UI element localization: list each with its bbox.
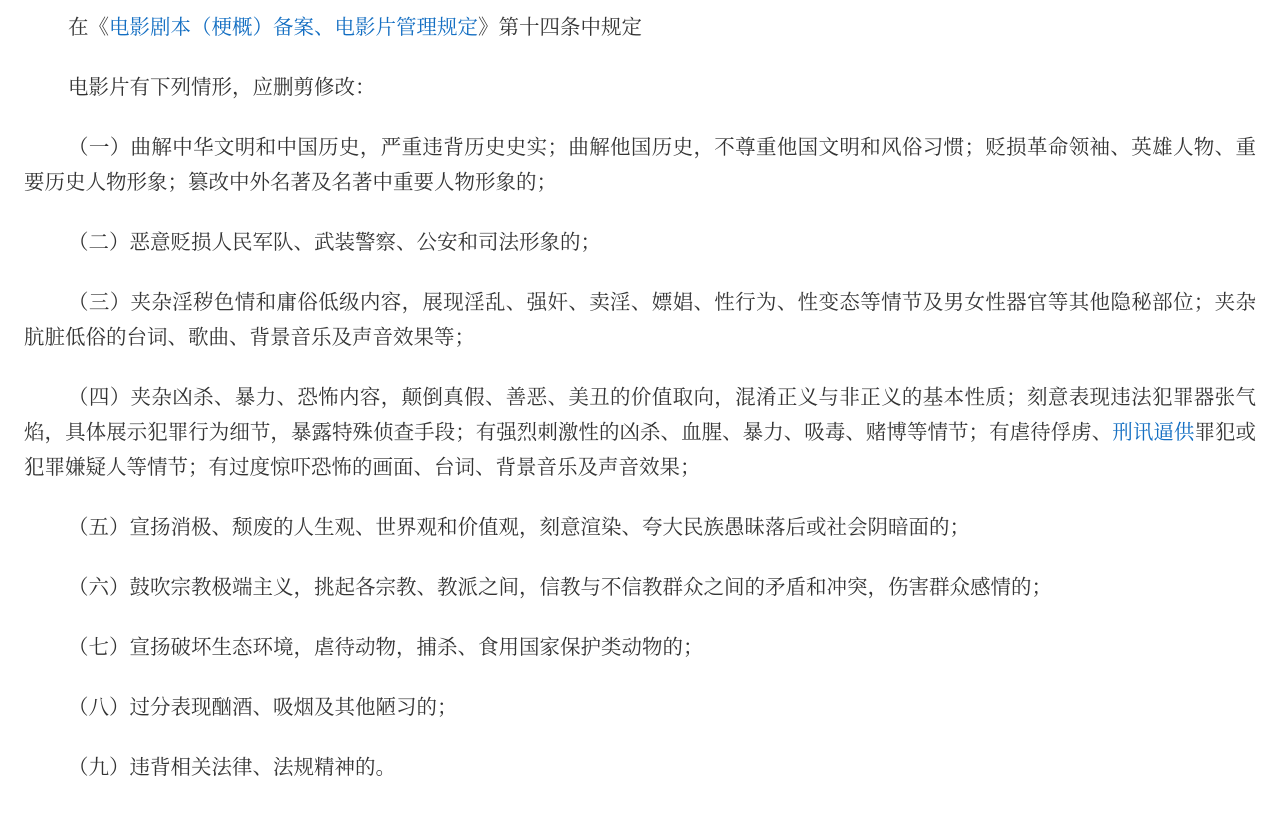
clause-8: （八）过分表现酗酒、吸烟及其他陋习的； <box>68 695 458 719</box>
clause-4 <box>24 380 1256 485</box>
clause-5: （五）宣扬消极、颓废的人生观、世界观和价值观，刻意渲染、夸大民族愚昧落后或社会阴暗面的； <box>68 515 970 539</box>
clause-1: （一）曲解中华文明和中国历史，严重违背历史史实；曲解他国历史，不尊重他国文明和风俗习惯；贬损革命领袖、英雄人物、重要历史人物形象；篡改中外名著及名著中重要人物形象的； <box>24 135 1256 194</box>
clause-2: （二）恶意贬损人民军队、武装警察、公安和司法形象的； <box>68 230 601 254</box>
clause-4-text-before: （四）夹杂凶杀、暴力、恐怖内容，颠倒真假、善恶、美丑的价值取向，混淆正义与非正义的基本性质；刻意表现违法犯罪器张气焰，具体展示犯罪行为细节，暴露特殊侦查手段；有强烈刺激性的凶杀、血腥、暴力、吸毒、赌博等情节；有虐待俘虏、 <box>24 385 1256 444</box>
intro-paragraph <box>24 10 1256 45</box>
lead-paragraph: 电影片有下列情形，应删剪修改： <box>68 75 376 99</box>
intro-suffix: 》第十四条中规定 <box>478 15 642 39</box>
torture-link[interactable]: 刑讯逼供 <box>1112 420 1195 444</box>
regulation-link[interactable]: 电影剧本（梗概）备案、电影片管理规定 <box>109 15 478 39</box>
clause-3: （三）夹杂淫秽色情和庸俗低级内容，展现淫乱、强奸、卖淫、嫖娼、性行为、性变态等情节及男女性器官等其他隐秘部位；夹杂肮脏低俗的台词、歌曲、背景音乐及声音效果等； <box>24 290 1256 349</box>
clause-9: （九）违背相关法律、法规精神的。 <box>68 755 396 779</box>
clause-6: （六）鼓吹宗教极端主义，挑起各宗教、教派之间，信教与不信教群众之间的矛盾和冲突，伤害群众感情的； <box>68 575 1052 599</box>
intro-prefix: 在《 <box>68 15 109 39</box>
clause-7: （七）宣扬破坏生态环境，虐待动物，捕杀、食用国家保护类动物的； <box>68 635 704 659</box>
clause-4-text-after: 罪犯或犯罪嫌疑人等情节；有过度惊吓恐怖的画面、台词、背景音乐及声音效果； <box>24 420 1257 479</box>
